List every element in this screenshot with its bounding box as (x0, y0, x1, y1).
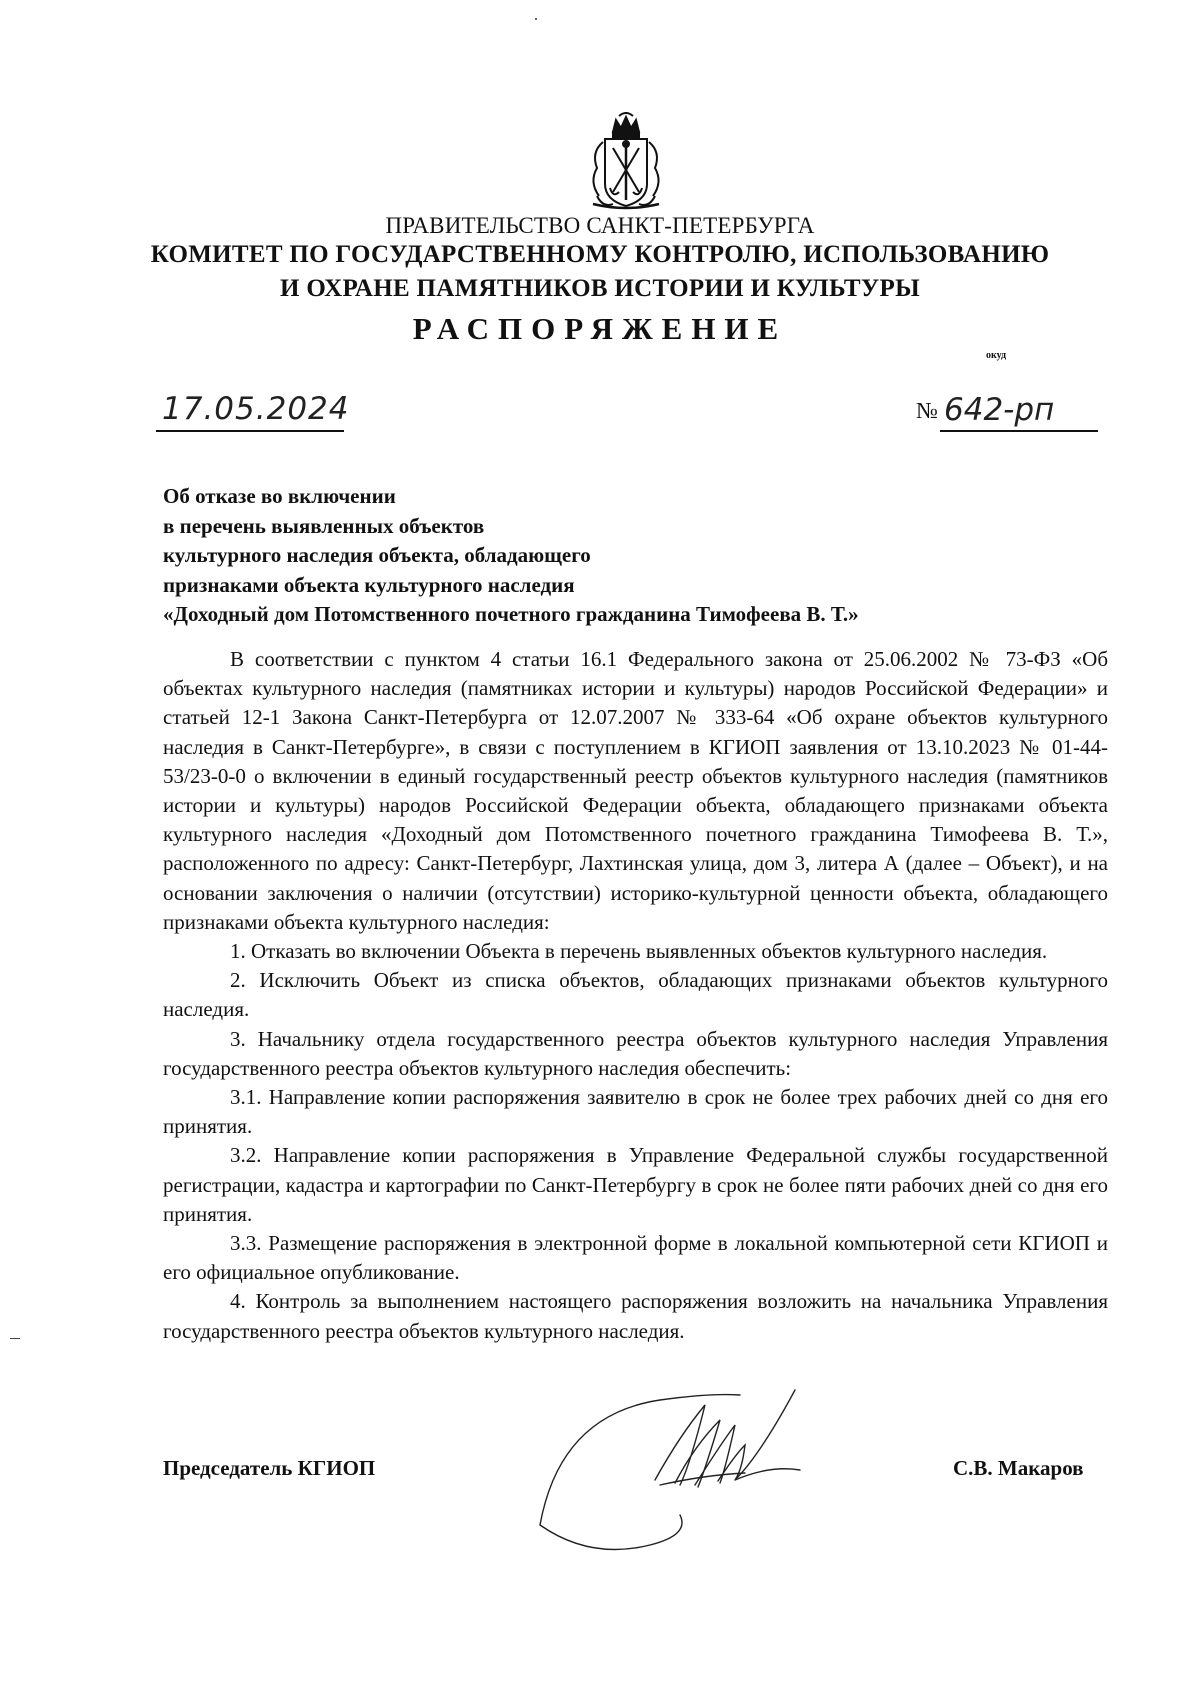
signatory-title: Председатель КГИОП (163, 1456, 376, 1480)
committee-name-line2: И ОХРАНЕ ПАМЯТНИКОВ ИСТОРИИ И КУЛЬТУРЫ (280, 275, 920, 302)
date-underline (156, 430, 344, 432)
order-item: 3. Начальнику отдела государственного реестра объектов культурного наследия Управления государственного реестра объектов культурного наследия обеспечить: (163, 1026, 1108, 1080)
order-item: 2. Исключить Объект из списка объектов, обладающих признаками объектов культурного наследия. (163, 968, 1108, 1022)
document-type: РАСПОРЯЖЕНИЕ (412, 311, 788, 346)
preamble-paragraph: В соответствии с пунктом 4 статьи 16.1 Федерального закона от 25.06.2002 № 73-ФЗ «Об объектах культурного наследия (памятниках истории и культуры) народов Российской Федерации» и статьей 12-1 Закона Санкт-Петербурга от 12.07.2007 № 333-64 «Об охране объектов культурного наследия в Санкт-Петербурге», в связи с поступлением в КГИОП заявления от 13.10.2023 № 01-44-53/23-0-0 о включении в единый государственный реестр объектов культурного наследия (памятников истории и культуры) народов Российской Федерации объекта, обладающего признаками объекта культурного наследия «Доходный дом Потомственного почетного гражданина Тимофеева В. Т.», расположенного по адресу: Санкт-Петербург, Лахтинская улица, дом 3, литера А (далее – Объект), и на основании заключения о наличии (отсутствии) историко-культурной ценности объекта, обладающего признаками объекта культурного наследия: (163, 647, 1108, 934)
okud-mark: окуд (986, 350, 1007, 361)
subject-line: Об отказе во включении (163, 484, 396, 508)
document-number: 642-рп (944, 392, 1055, 428)
document-subject (163, 482, 923, 630)
government-name: ПРАВИТЕЛЬСТВО САНКТ-ПЕТЕРБУРГА (385, 213, 815, 238)
number-underline (940, 430, 1098, 432)
document-date: 17.05.2024 (162, 391, 350, 427)
coat-of-arms-icon (583, 112, 669, 216)
order-item: 3.1. Направление копии распоряжения заявителю в срок не более трех рабочих дней со дня его принятия. (163, 1085, 1108, 1139)
subject-line: в перечень выявленных объектов (163, 513, 485, 538)
subject-line: культурного наследия объекта, обладающего (163, 543, 591, 567)
handwritten-signature (530, 1375, 880, 1565)
order-item: 1. Отказать во включении Объекта в перечень выявленных объектов культурного наследия. (230, 939, 1048, 964)
committee-name-line1: КОМИТЕТ ПО ГОСУДАРСТВЕННОМУ КОНТРОЛЮ, ИСПОЛЬЗОВАНИЮ (150, 241, 1050, 268)
scan-speck (535, 18, 537, 20)
margin-mark (10, 1338, 20, 1339)
number-label: № (916, 398, 938, 423)
order-item: 4. Контроль за выполнением настоящего распоряжения возложить на начальника Управления государственного реестра объектов культурного наследия. (163, 1289, 1108, 1343)
document-body (163, 645, 1108, 1346)
subject-line: «Доходный дом Потомственного почетного гражданина Тимофеева В. Т.» (163, 602, 859, 626)
signatory-name: С.В. Макаров (953, 1456, 1084, 1480)
subject-line: признаками объекта культурного наследия (163, 572, 575, 597)
order-item: 3.3. Размещение распоряжения в электронной форме в локальной компьютерной сети КГИОП и его официальное опубликование. (163, 1231, 1108, 1285)
order-item: 3.2. Направление копии распоряжения в Управление Федеральной службы государственной регистрации, кадастра и картографии по Санкт-Петербургу в срок не более пяти рабочих дней со дня его принятия. (163, 1143, 1108, 1226)
